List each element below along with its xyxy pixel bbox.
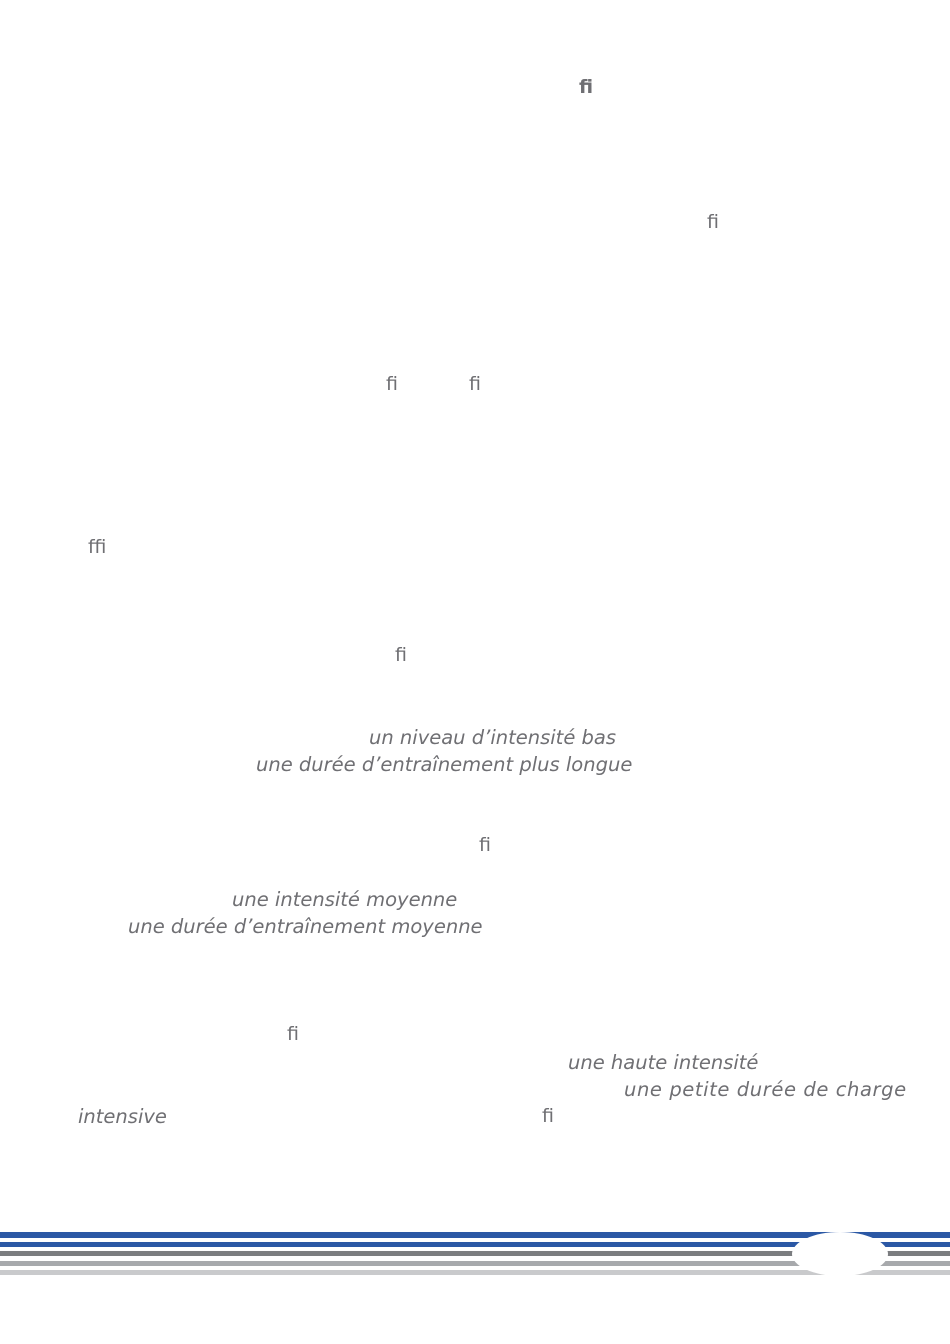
ligature-fragment: fi <box>579 76 594 98</box>
emphasis-phrase: une durée d’entraînement moyenne <box>128 915 483 938</box>
emphasis-phrase: une haute intensité <box>568 1051 759 1074</box>
emphasis-phrase: intensive <box>78 1105 167 1128</box>
ligature-fragment: ffi <box>88 536 107 558</box>
ligature-fragment: fi <box>707 211 719 233</box>
emphasis-phrase: une intensité moyenne <box>232 888 458 911</box>
ligature-fragment: fi <box>542 1105 554 1127</box>
emphasis-phrase: une petite durée de charge <box>624 1078 907 1101</box>
ligature-fragment: fi <box>395 644 407 666</box>
ligature-fragment: fi <box>287 1023 299 1045</box>
ligature-fragment: fi <box>469 373 481 395</box>
ligature-fragment: fi <box>479 834 491 856</box>
footer-stripe-blue <box>0 1232 950 1238</box>
ligature-fragment: fi <box>386 373 398 395</box>
emphasis-phrase: un niveau d’intensité bas <box>369 726 616 749</box>
footer-stripes <box>0 1232 950 1278</box>
emphasis-phrase: une durée d’entraînement plus longue <box>256 753 633 776</box>
page-number-badge <box>792 1232 888 1276</box>
footer-stripe-palegray <box>0 1270 950 1275</box>
